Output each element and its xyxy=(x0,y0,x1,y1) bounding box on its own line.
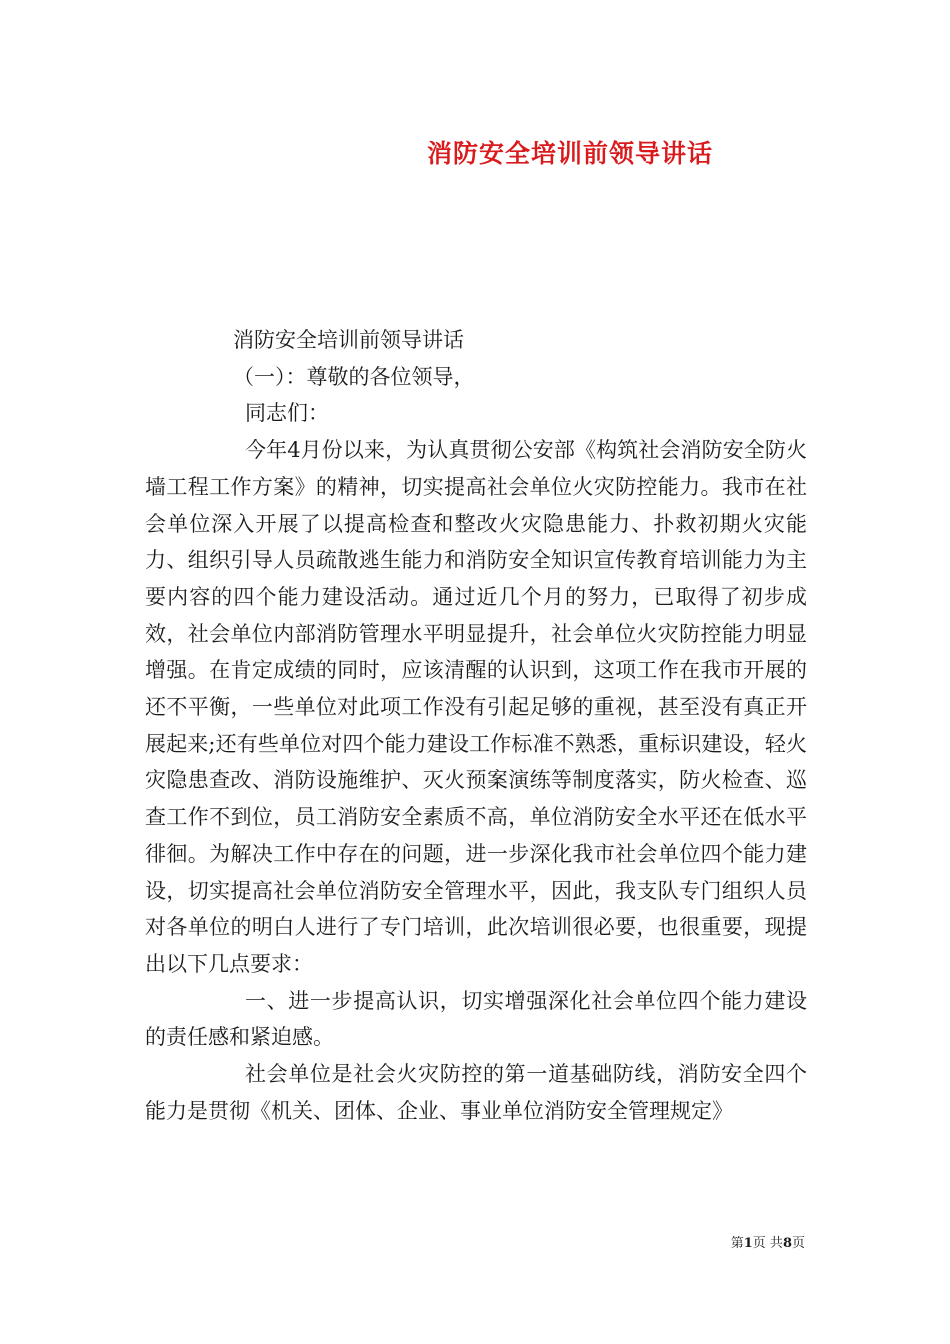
page-total: 8 xyxy=(782,1236,792,1251)
body-paragraph: 社会单位是社会火灾防控的第一道基础防线，消防安全四个能力是贯彻《机关、团体、企业、事业单位消防安全管理规定》 xyxy=(145,1062,807,1123)
body-paragraph: 今年4月份以来，为认真贯彻公安部《构筑社会消防安全防火墙工程工作方案》的精神，切实提高社会单位火灾防控能力。我市在社会单位深入开展了以提高检查和整改火灾隐患能力、扑救初期火灾能力、组织引导人员疏散逃生能力和消防安全知识宣传教育培训能力为主要内容的四个能力建设活动。通过近几个月的努力，已取得了初步成效，社会单位内部消防管理水平明显提升，社会单位火灾防控能力明显增强。在肯定成绩的同时，应该清醒的认识到，这项工作在我市开展的还不平衡，一些单位对此项工作没有引起足够的重视，甚至没有真正开展起来;还有些单位对四个能力建设工作标准不熟悉，重标识建设，轻火灾隐患查改、消防设施维护、灭火预案演练等制度落实，防火检查、巡查工作不到位，员工消防安全素质不高，单位消防安全水平还在低水平徘徊。为解决工作中存在的问题，进一步深化我市社会单位四个能力建设，切实提高社会单位消防安全管理水平，因此，我支队专门组织人员对各单位的明白人进行了专门培训，此次培训很必要，也很重要，现提出以下几点要求： xyxy=(145,438,807,976)
section-heading: 一、进一步提高认识，切实增强深化社会单位四个能力建设的责任感和紧迫感。 xyxy=(145,988,807,1050)
greeting-line: （一）：尊敬的各位领导， xyxy=(233,364,475,389)
footer-middle: 页 共 xyxy=(752,1236,783,1251)
footer-prefix: 第 xyxy=(730,1236,744,1251)
document-body xyxy=(145,322,807,1129)
page-footer xyxy=(731,1232,805,1251)
document-title: 消防安全培训前领导讲话 xyxy=(426,139,713,168)
page-number: 1 xyxy=(743,1236,753,1251)
footer-suffix: 页 xyxy=(791,1236,805,1251)
salutation-line: 同志们： xyxy=(245,401,329,426)
document-subheading: 消防安全培训前领导讲话 xyxy=(233,328,464,352)
